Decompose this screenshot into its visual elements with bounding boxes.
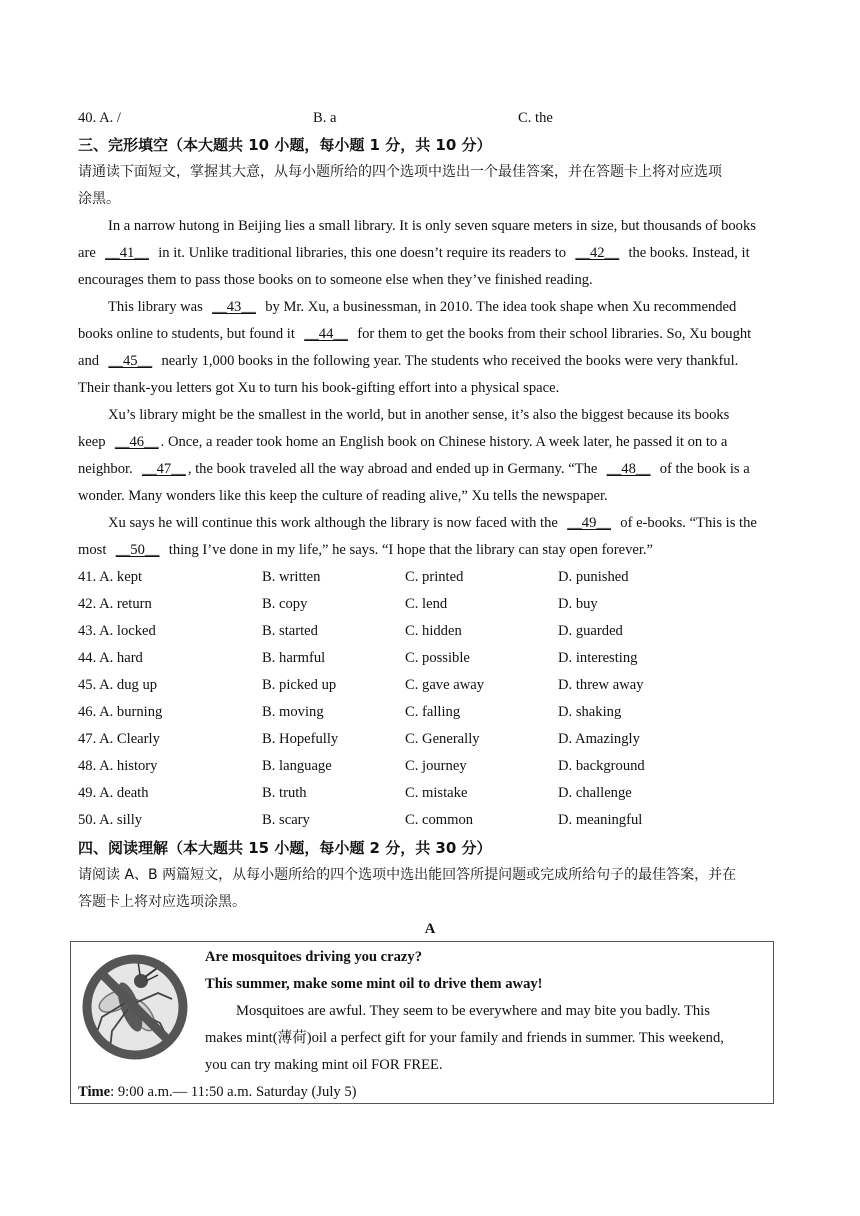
option-41-c: C. printed (405, 569, 464, 585)
blank-47: __47__ (142, 461, 186, 477)
option-47-d: D. Amazingly (558, 731, 640, 747)
option-49-b: B. truth (262, 785, 307, 801)
passage-p4-line1: Xu says he will continue this work although the library is now faced with the __49__ of e-books. “This is the (108, 515, 757, 531)
ad-body-line2: makes mint(薄荷)oil a perfect gift for your family and friends in summer. This weekend, (205, 1030, 724, 1046)
passage-p1-line2: are __41__ in it. Unlike traditional libraries, this one doesn’t require its readers to __42__ the books. Instead, it (78, 245, 750, 261)
passage-p4-line2: most __50__ thing I’ve done in my life,” he says. “I hope that the library can stay open forever.” (78, 542, 654, 558)
option-41-d: D. punished (558, 569, 629, 585)
blank-49: __49__ (567, 515, 611, 531)
blank-50: __50__ (115, 542, 160, 558)
no-mosquito-icon (80, 953, 190, 1061)
passage-p2-line2: books online to students, but found it __44__ for them to get the books from their school libraries. So, Xu bought (78, 326, 752, 342)
option-42-a: 42. A. return (78, 596, 152, 612)
option-49-d: D. challenge (558, 785, 632, 801)
ad-time-label: Time (78, 1084, 111, 1100)
passage-p2-line4: Their thank-you letters got Xu to turn his book-gifting effort into a physical space. (78, 380, 560, 396)
option-45-b: B. picked up (262, 677, 337, 693)
option-44-b: B. harmful (262, 650, 326, 666)
ad-body-line1: Mosquitoes are awful. They seem to be everywhere and may bite you badly. This (236, 1003, 710, 1019)
section4-instruction-line2: 答题卡上将对应选项涂黑。 (78, 894, 246, 910)
blank-43: __43__ (212, 299, 256, 315)
option-48-c: C. journey (405, 758, 467, 774)
blank-45: __45__ (108, 353, 153, 369)
section4-instruction-line1: 请阅读 A、B 两篇短文，从每小题所给的四个选项中选出能回答所提问题或完成所给句子的最佳答案，并在 (78, 867, 737, 883)
ad-body-line3: you can try making mint oil FOR FREE. (205, 1057, 443, 1073)
option-49-a: 49. A. death (78, 785, 149, 801)
option-44-d: D. interesting (558, 650, 638, 666)
option-43-b: B. started (262, 623, 318, 639)
passage-p3-line4: wonder. Many wonders like this keep the culture of reading alive,” Xu tells the newspaper. (78, 488, 608, 504)
passage-p1-line3: encourages them to pass those books on to someone else when they’ve finished reading. (78, 272, 593, 288)
option-41-a: 41. A. kept (78, 569, 143, 585)
blank-48: __48__ (606, 461, 651, 477)
option-48-a: 48. A. history (78, 758, 158, 774)
section3-instruction-line1: 请通读下面短文，掌握其大意，从每小题所给的四个选项中选出一个最佳答案，并在答题卡上将对应选项 (78, 164, 722, 180)
passage-p2-line1: This library was __43__ by Mr. Xu, a businessman, in 2010. The idea took shape when Xu recommended (108, 299, 737, 315)
option-45-d: D. threw away (558, 677, 644, 693)
blank-44: __44__ (304, 326, 348, 342)
passage-p3-line3: neighbor. __47__ , the book traveled all the way abroad and ended up in Germany. “The __48__ of the book is a (78, 461, 750, 477)
option-45-a: 45. A. dug up (78, 677, 158, 693)
blank-41: __41__ (105, 245, 149, 261)
q40-option-c: C. the (518, 110, 553, 126)
q40-option-a: 40. A. / (78, 110, 121, 126)
option-44-a: 44. A. hard (78, 650, 143, 666)
ad-title-line2: This summer, make some mint oil to drive them away! (205, 976, 543, 992)
option-47-c: C. Generally (405, 731, 480, 747)
blank-46: __46__ (114, 434, 159, 450)
option-42-d: D. buy (558, 596, 598, 612)
option-50-a: 50. A. silly (78, 812, 143, 828)
passage-a-label: A (424, 921, 436, 937)
option-43-d: D. guarded (558, 623, 623, 639)
blank-42: __42__ (575, 245, 620, 261)
option-50-c: C. common (405, 812, 474, 828)
option-42-b: B. copy (262, 596, 308, 612)
option-49-c: C. mistake (405, 785, 468, 801)
option-50-b: B. scary (262, 812, 310, 828)
option-43-c: C. hidden (405, 623, 462, 639)
option-46-c: C. falling (405, 704, 461, 720)
option-42-c: C. lend (405, 596, 448, 612)
ad-time-value: : 9:00 a.m.— 11:50 a.m. Saturday (July 5) (110, 1084, 357, 1100)
passage-p3-line1: Xu’s library might be the smallest in the world, but in another sense, it’s also the biggest because its books (108, 407, 730, 423)
option-46-b: B. moving (262, 704, 324, 720)
option-45-c: C. gave away (405, 677, 485, 693)
ad-time (78, 1082, 356, 1102)
option-47-b: B. Hopefully (262, 731, 339, 747)
option-48-d: D. background (558, 758, 645, 774)
passage-p1-line1: In a narrow hutong in Beijing lies a small library. It is only seven square meters in size, but thousands of books (108, 218, 756, 234)
option-44-c: C. possible (405, 650, 470, 666)
option-46-d: D. shaking (558, 704, 622, 720)
passage-p2-line3: and __45__ nearly 1,000 books in the following year. The students who received the books were very thankful. (78, 353, 739, 369)
option-50-d: D. meaningful (558, 812, 643, 828)
section3-heading: 三、完形填空（本大题共 10 小题，每小题 1 分，共 10 分） (78, 136, 492, 154)
option-43-a: 43. A. locked (78, 623, 156, 639)
passage-p3-line2: keep __46__ . Once, a reader took home an English book on Chinese history. A week later, he passed it on to a (78, 434, 728, 450)
option-47-a: 47. A. Clearly (78, 731, 160, 747)
option-41-b: B. written (262, 569, 321, 585)
ad-title-line1: Are mosquitoes driving you crazy? (205, 949, 423, 965)
option-46-a: 46. A. burning (78, 704, 163, 720)
section4-heading: 四、阅读理解（本大题共 15 小题，每小题 2 分，共 30 分） (78, 839, 492, 857)
section3-instruction-line2: 涂黑。 (78, 191, 120, 207)
option-48-b: B. language (262, 758, 332, 774)
q40-option-b: B. a (313, 110, 337, 126)
